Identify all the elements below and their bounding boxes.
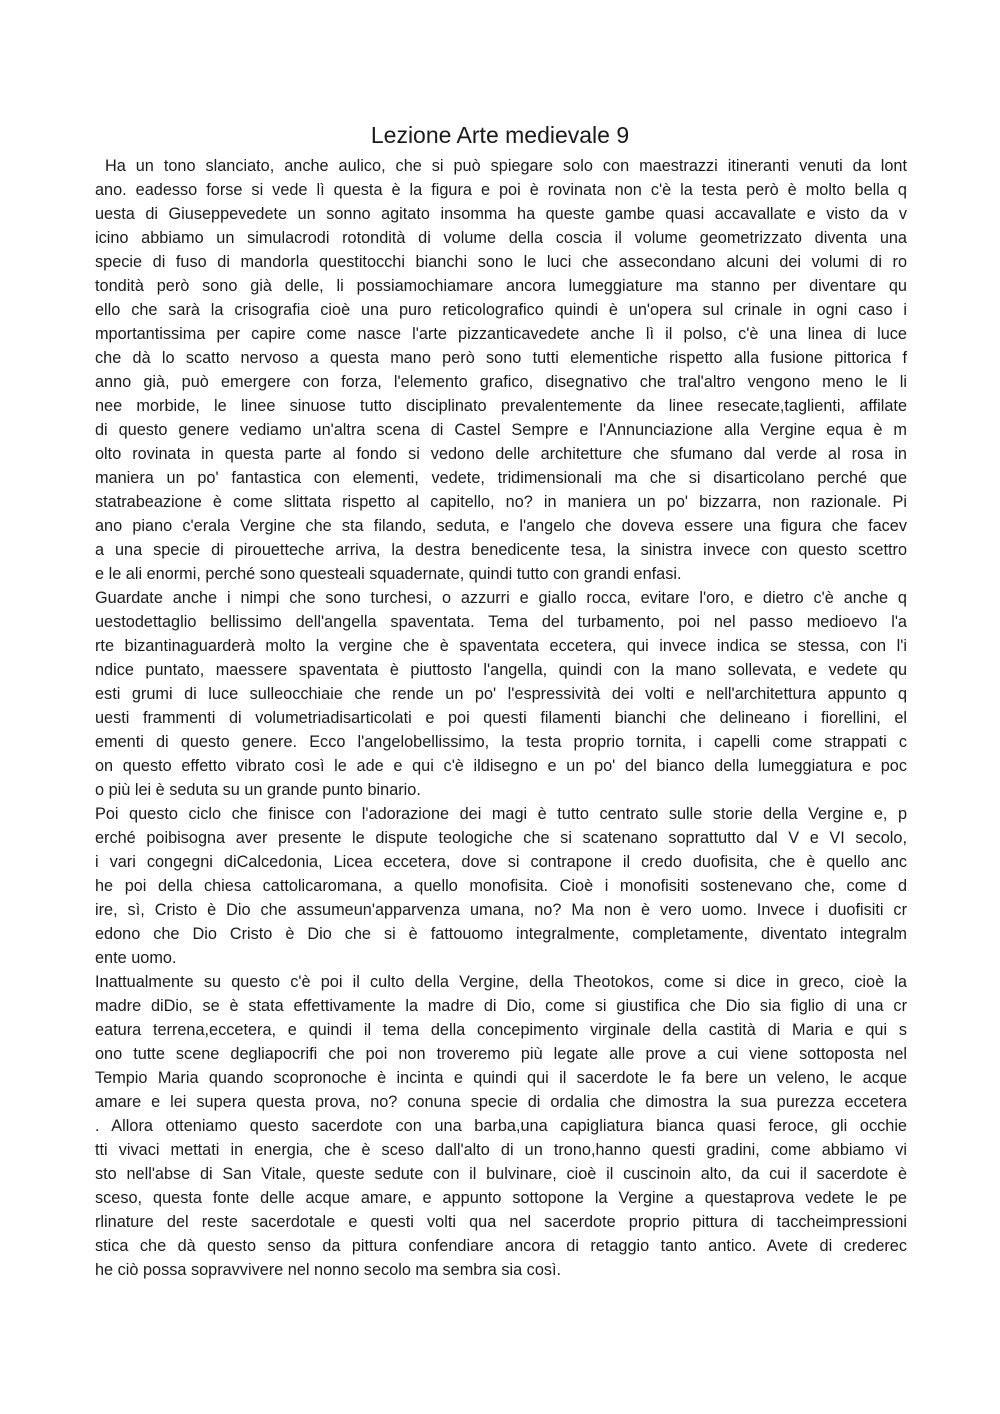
document-body [95,154,907,1282]
text-line: ano piano c'erala Vergine che sta filando, seduta, e l'angelo che doveva essere una figura che facev [95,517,907,535]
text-line: ano. eadesso forse si vede lì questa è la figura e poi è rovinata non c'è la testa però è molto bella q [95,181,907,199]
text-line: e le ali enormi, perché sono questeali squadernate, quindi tutto con grandi enfasi. [95,565,682,583]
text-line: he poi della chiesa cattolicaromana, a quello monofisita. Cioè i monofisiti sostenevano che, come d [95,877,907,895]
text-line: uesti frammenti di volumetriadisarticolati e poi questi filamenti bianchi che delineano i fiorellini, el [95,709,907,727]
text-line: erché poibisogna aver presente le dispute teologiche che si scatenano soprattutto dal V e VI secolo, [95,829,907,847]
text-line: Inattualmente su questo c'è poi il culto della Vergine, della Theotokos, come si dice in greco, cioè la [95,973,907,991]
text-line: esti grumi di luce sulleocchiaie che rende un po' l'espressività dei volti e nell'architettura appunto q [95,685,907,703]
text-line: ono tutte scene degliapocrifi che poi non troveremo più legate alle prove a cui viene sottoposta nel [95,1045,907,1063]
text-line: statrabeazione è come slittata rispetto al capitello, no? in maniera un po' bizzarra, non razionale. Pi [95,493,907,511]
text-line: tondità però sono già delle, li possiamochiamare ancora lumeggiature ma stanno per diventare qu [95,277,907,295]
text-line: ello che sarà la crisografia cioè una puro reticolografico quindi è un'opera sul crinale in ogni caso i [95,301,907,319]
text-line: stica che dà questo senso da pittura confendiare ancora di retaggio tanto antico. Avete di crederec [95,1237,907,1255]
text-line: Tempio Maria quando scopronoche è incinta e quindi qui il sacerdote le fa bere un veleno, le acque [95,1069,907,1087]
text-line: mportantissima per capire come nasce l'arte pizzanticavedete anche lì il polso, c'è una linea di luce [95,325,907,343]
text-line: on questo effetto vibrato così le ade e qui c'è ildisegno e un po' del bianco della lumeggiatura e poc [95,757,907,775]
text-line: sto nell'abse di San Vitale, queste sedute con il bulvinare, cioè il cuscinoin alto, da cui il sacerdote è [95,1165,907,1183]
text-line: sceso, questa fonte delle acque amare, e appunto sottopone la Vergine a questaprova vedete le pe [95,1189,907,1207]
text-line: che dà lo scatto nervoso a questa mano però sono tutti elementiche rispetto alla fusione pittorica f [95,349,907,367]
text-line: rlinature del reste sacerdotale e questi volti qua nel sacerdote proprio pittura di taccheimpressioni [95,1213,907,1231]
text-line: tti vivaci mettati in energia, che è sceso dall'alto di un trono,hanno questi gradini, come abbiamo vi [95,1141,907,1159]
text-line: . Allora otteniamo questo sacerdote con una barba,una capigliatura bianca quasi feroce, gli occhie [95,1117,907,1135]
text-line: maniera un po' fantastica con elementi, vedete, tridimensionali ma che si disarticolano perché que [95,469,907,487]
text-line: di questo genere vediamo un'altra scena di Castel Sempre e l'Annunciazione alla Vergine equa è m [95,421,907,439]
text-line: Ha un tono slanciato, anche aulico, che si può spiegare solo con maestrazzi itineranti venuti da lont [95,157,907,175]
text-line: nee morbide, le linee sinuose tutto disciplinato prevalentemente da linee resecate,taglienti, affilate [95,397,907,415]
text-line: eatura terrena,eccetera, e quindi il tema della concepimento virginale della castità di Maria e qui s [95,1021,907,1039]
text-line: ndice puntato, maessere spaventata è piuttosto l'angella, quindi con la mano sollevata, e vedete qu [95,661,907,679]
text-line: i vari congegni diCalcedonia, Licea eccetera, dove si contrapone il credo duofisita, che è quello anc [95,853,907,871]
text-line: ente uomo. [95,949,177,967]
document-title: Lezione Arte medievale 9 [370,122,630,148]
text-line: rte bizantinaguarderà molto la vergine che è spaventata eccetera, qui invece indica se stessa, con l'i [95,637,907,655]
text-line: amare e lei supera questa prova, no? conuna specie di ordalia che dimostra la sua purezza eccetera [95,1093,907,1111]
text-line: he ciò possa sopravvivere nel nonno secolo ma sembra sia così. [95,1261,562,1279]
text-line: uestodettaglio bellissimo dell'angella spaventata. Tema del turbamento, poi nel passo medioevo l'a [95,613,907,631]
text-line: edono che Dio Cristo è Dio che si è fattouomo integralmente, completamente, diventato integralm [95,925,907,943]
text-line: olto rovinata in questa parte al fondo si vedono delle architetture che sfumano dal verde al rosa in [95,445,907,463]
text-line: uesta di Giuseppevedete un sonno agitato insomma ha queste gambe quasi accavallate e visto da v [95,205,907,223]
text-line: o più lei è seduta su un grande punto binario. [95,781,421,799]
text-line: specie di fuso di mandorla questitocchi bianchi sono le luci che assecondano alcuni dei volumi di ro [95,253,907,271]
text-line: a una specie di pirouetteche arriva, la destra benedicente tesa, la sinistra invece con questo scettro [95,541,907,559]
text-line: anno già, può emergere con forza, l'elemento grafico, disegnativo che tral'altro vengono meno le li [95,373,907,391]
text-line: icino abbiamo un simulacrodi rotondità di volume della coscia il volume geometrizzato diventa una [95,229,907,247]
text-line: ementi di questo genere. Ecco l'angelobellissimo, la testa proprio tornita, i capelli come strappati c [95,733,907,751]
text-line: ire, sì, Cristo è Dio che assumeun'apparvenza umana, no? Ma non è vero uomo. Invece i duofisiti cr [95,901,907,919]
text-line: Guardate anche i nimpi che sono turchesi, o azzurri e giallo rocca, evitare l'oro, e dietro c'è anche q [95,589,907,607]
text-line: Poi questo ciclo che finisce con l'adorazione dei magi è tutto centrato sulle storie della Vergine e, p [95,805,907,823]
text-line: madre diDio, se è stata effettivamente la madre di Dio, come si giustifica che Dio sia figlio di una cr [95,997,907,1015]
